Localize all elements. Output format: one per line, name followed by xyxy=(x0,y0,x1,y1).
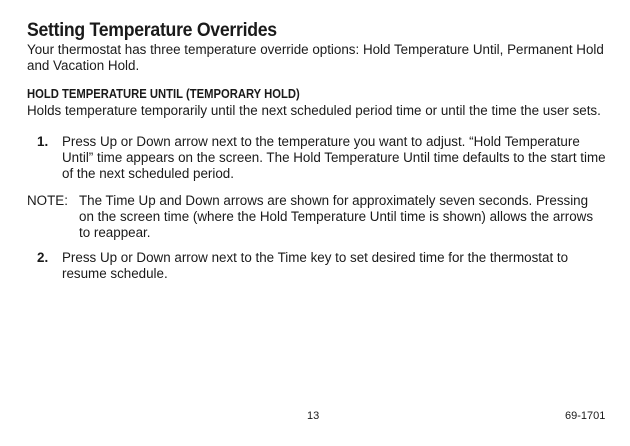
step-number: 1. xyxy=(37,134,49,149)
section-title: Setting Temperature Overrides xyxy=(27,20,277,41)
subsection-description: Holds temperature temporarily until the next scheduled period time or until the time the user sets. xyxy=(27,103,601,118)
section-intro: Your thermostat has three temperature override options: Hold Temperature Until, Permanent Hold and Vacation Hold. xyxy=(27,42,604,73)
note-label: NOTE: xyxy=(27,193,68,208)
step-text: Press Up or Down arrow next to the Time key to set desired time for the thermostat to resume schedule. xyxy=(62,250,569,281)
subsection-heading: HOLD TEMPERATURE UNTIL (TEMPORARY HOLD) xyxy=(27,87,300,101)
page-number: 13 xyxy=(307,410,320,422)
step-number: 2. xyxy=(37,250,49,265)
step-text: Press Up or Down arrow next to the temperature you want to adjust. “Hold Temperature Until” time appears on the screen. The Hold Temperature Until time defaults to the start time of the next scheduled period. xyxy=(62,134,606,181)
document-number: 69-1701 xyxy=(565,410,606,422)
note-text: The Time Up and Down arrows are shown for approximately seven seconds. Pressing on the screen time (where the Hold Temperature Until time is shown) allows the arrows to reappear. xyxy=(79,193,594,240)
